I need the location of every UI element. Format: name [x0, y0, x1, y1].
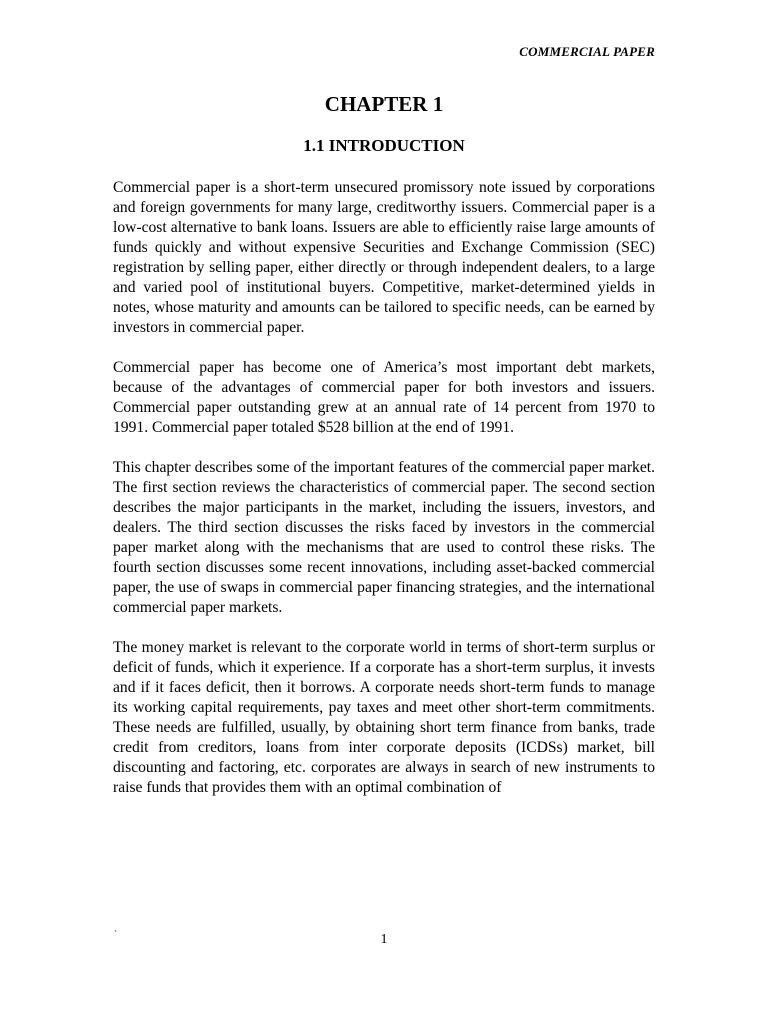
- paragraph-4: The money market is relevant to the corporate world in terms of short-term surplus or deficit of funds, which it experience. If a corporate has a short-term surplus, it invests and if it faces deficit, then it borrows. A corporate needs short-term funds to manage its working capital requirements, pay taxes and meet other short-term commitments. These needs are fulfilled, usually, by obtaining short term finance from banks, trade credit from creditors, loans from inter corporate deposits (ICDSs) market, bill discounting and factoring, etc. corporates are always in search of new instruments to raise funds that provides them with an optimal combination of: [113, 639, 655, 796]
- footnote-mark: `: [114, 930, 118, 941]
- chapter-title: CHAPTER 1: [324, 92, 444, 116]
- page-number: 1: [380, 932, 388, 947]
- body-text: [113, 178, 655, 818]
- paragraph-3: This chapter describes some of the important features of the commercial paper market. The first section reviews the characteristics of commercial paper. The second section describes the major participants in the market, including the issuers, investors, and dealers. The third section discusses the risks faced by investors in the commercial paper market along with the mechanisms that are used to control these risks. The fourth section discusses some recent innovations, including asset-backed commercial paper, the use of swaps in commercial paper financing strategies, and the international commercial paper markets.: [113, 459, 655, 616]
- running-header: COMMERCIAL PAPER: [519, 44, 655, 59]
- paragraph-2: Commercial paper has become one of America’s most important debt markets, because of the advantages of commercial paper for both investors and issuers. Commercial paper outstanding grew at an annual rate of 14 percent from 1970 to 1991. Commercial paper totaled $528 billion at the end of 1991.: [113, 359, 655, 436]
- section-title: 1.1 INTRODUCTION: [303, 136, 465, 155]
- paragraph-1: Commercial paper is a short-term unsecured promissory note issued by corporations and foreign governments for many large, creditworthy issuers. Commercial paper is a low-cost alternative to bank loans. Issuers are able to efficiently raise large amounts of funds quickly and without expensive Securities and Exchange Commission (SEC) registration by selling paper, either directly or through independent dealers, to a large and varied pool of institutional buyers. Competitive, market-determined yields in notes, whose maturity and amounts can be tailored to specific needs, can be earned by investors in commercial paper.: [113, 179, 655, 336]
